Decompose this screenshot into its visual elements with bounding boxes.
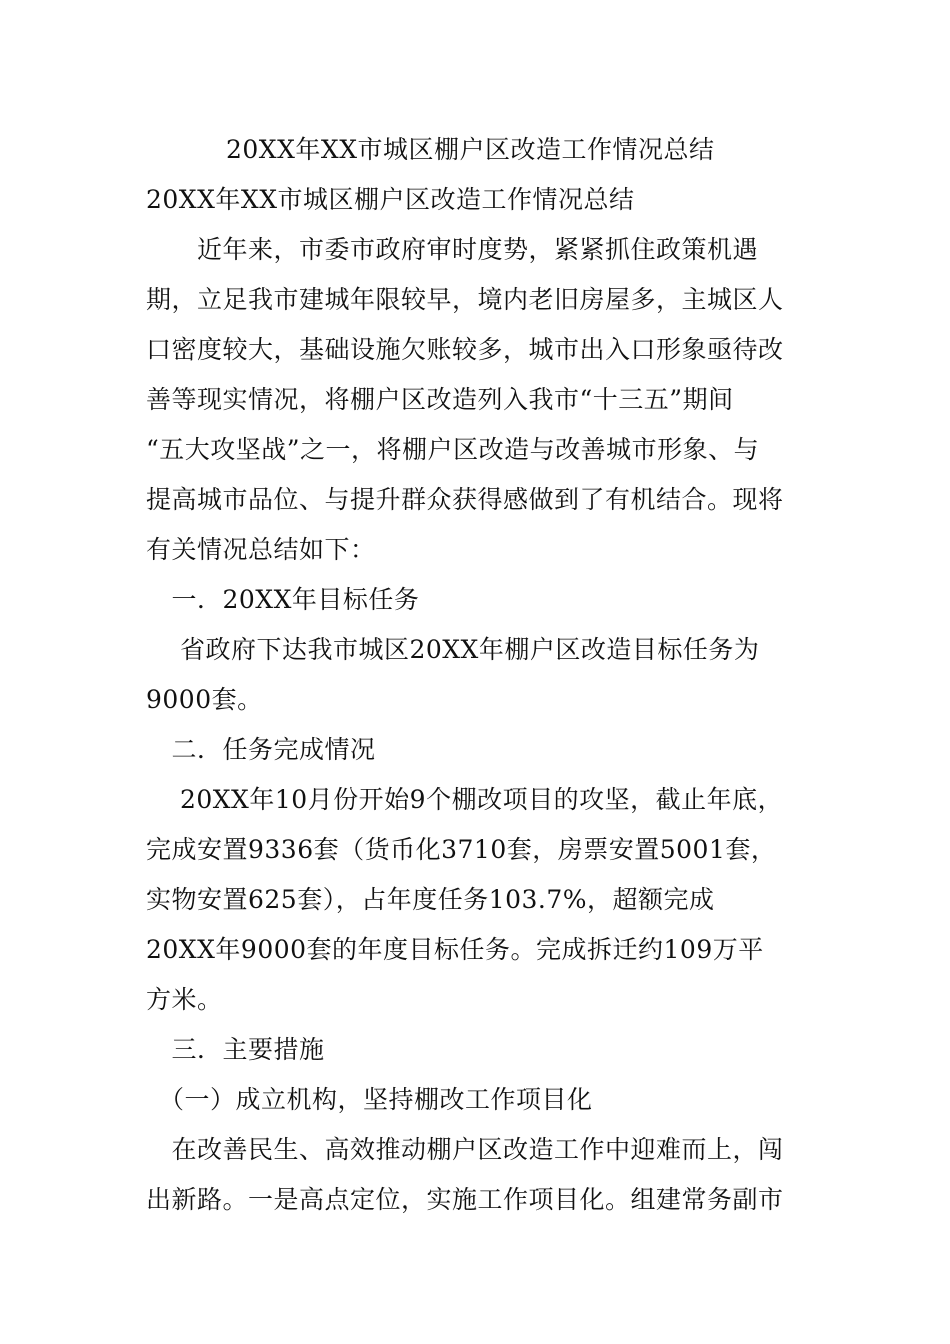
paragraph-line: 出新路。一是高点定位，实施工作项目化。组建常务副市 <box>146 1185 784 1214</box>
paragraph-line: 完成安置9336套（货币化3710套，房票安置5001套， <box>146 835 777 864</box>
paragraph-line: 实物安置625套），占年度任务103.7%，超额完成 <box>146 885 715 914</box>
paragraph-line: 善等现实情况，将棚户区改造列入我市“十三五”期间 <box>146 385 734 414</box>
subsection-heading: （一）成立机构，坚持棚改工作项目化 <box>146 1085 593 1114</box>
section-heading: 一．20XX年目标任务 <box>146 585 420 614</box>
paragraph-line: 9000套。 <box>146 685 263 714</box>
paragraph-line: 在改善民生、高效推动棚户区改造工作中迎难而上，闯 <box>146 1135 784 1164</box>
paragraph-line: 20XX年9000套的年度目标任务。完成拆迁约109万平 <box>146 935 764 964</box>
paragraph-line: “五大攻坚战”之一，将棚户区改造与改善城市形象、与 <box>146 435 760 464</box>
document-title: 20XX年XX市城区棚户区改造工作情况总结 <box>226 135 715 164</box>
document-subtitle: 20XX年XX市城区棚户区改造工作情况总结 <box>146 185 635 214</box>
paragraph-line: 提高城市品位、与提升群众获得感做到了有机结合。现将 <box>146 485 784 514</box>
section-heading: 二．任务完成情况 <box>146 735 376 764</box>
paragraph-line: 口密度较大，基础设施欠账较多，城市出入口形象亟待改 <box>146 335 784 364</box>
paragraph-line: 省政府下达我市城区20XX年棚户区改造目标任务为 <box>146 635 760 664</box>
paragraph-line: 有关情况总结如下： <box>146 535 376 564</box>
paragraph-line: 近年来，市委市政府审时度势，紧紧抓住政策机遇 <box>146 235 759 264</box>
section-heading: 三．主要措施 <box>146 1035 325 1064</box>
paragraph-line: 方米。 <box>146 985 223 1014</box>
paragraph-line: 20XX年10月份开始9个棚改项目的攻坚，截止年底， <box>146 785 784 814</box>
paragraph-line: 期，立足我市建城年限较早，境内老旧房屋多，主城区人 <box>146 285 784 314</box>
